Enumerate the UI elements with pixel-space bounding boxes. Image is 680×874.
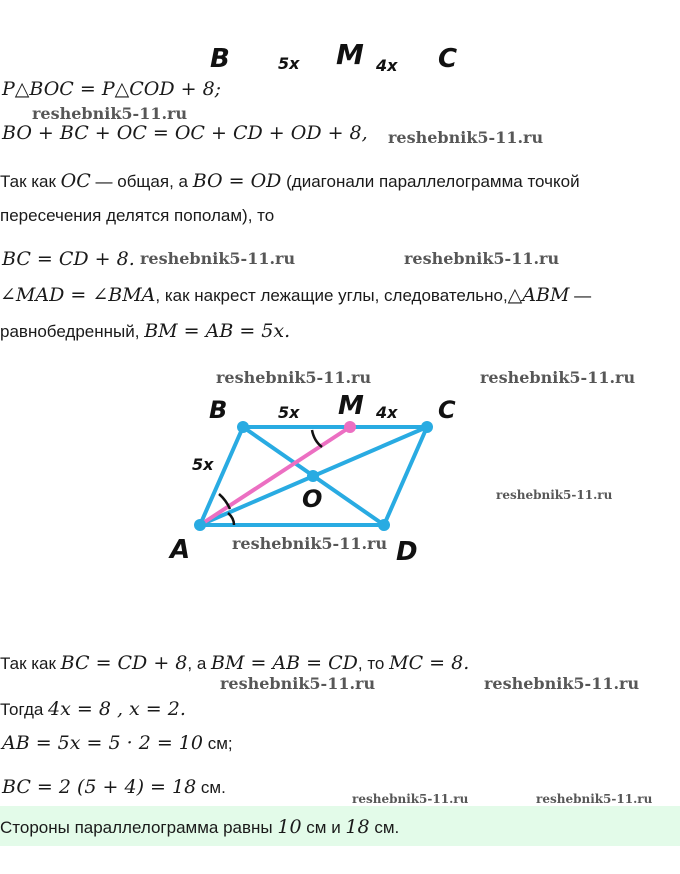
text-line-4: пересечения делятся пополам), то [0,206,275,225]
label-ab-length: 5x [192,455,214,474]
watermark: reshebnik5-11.ru [388,128,544,147]
point-b [237,421,249,433]
watermark: reshebnik5-11.ru [140,249,296,268]
watermark: reshebnik5-11.ru [216,368,372,387]
top-label-b: B [210,44,230,74]
label-mc-length: 4x [376,403,398,422]
angle-arc-bma [312,430,322,447]
text-line-7: равнобедренный, BM = AB = 5x. [0,320,291,342]
watermark: reshebnik5-11.ru [484,674,640,693]
top-label-c: C [438,44,458,74]
point-c [421,421,433,433]
equation-sum: BO + BC + OC = OC + CD + OD + 8, [2,122,368,144]
watermark: reshebnik5-11.ru [352,792,469,806]
label-bm-length: 5x [278,403,300,422]
watermark: reshebnik5-11.ru [480,368,636,387]
label-b: B [209,396,228,424]
watermark: reshebnik5-11.ru [404,249,560,268]
equation-bc: BC = CD + 8. [2,248,135,270]
equation-perimeter: P△BOC = P△COD + 8; [2,78,222,100]
watermark: reshebnik5-11.ru [536,792,653,806]
answer-text: Стороны параллелограмма равны 10 см и 18 см. [0,816,400,838]
label-a: A [170,535,191,565]
label-c: C [438,396,456,424]
watermark: reshebnik5-11.ru [32,104,188,123]
top-label-bm: 5x [278,54,300,73]
top-label-mc: 4x [376,56,398,75]
label-d: D [396,537,418,567]
equation-ab: AB = 5x = 5 · 2 = 10 см; [2,732,233,754]
text-line-3: Так как OC — общая, а BO = OD (диагонали параллелограмма точкой [0,170,580,192]
text-line-8: Так как BC = CD + 8, а BM = AB = CD, то MC = 8. [0,652,470,674]
text-line-6: ∠MAD = ∠BMA, как накрест лежащие углы, следовательно,△ABM — [0,284,592,306]
text-line-9: Тогда 4x = 8 , x = 2. [0,698,186,720]
watermark: reshebnik5-11.ru [496,488,613,502]
label-o: O [302,485,323,513]
equation-bc-value: BC = 2 (5 + 4) = 18 см. [2,776,226,798]
point-m [344,421,356,433]
watermark: reshebnik5-11.ru [232,534,388,553]
point-o [307,470,319,482]
point-a [194,519,206,531]
watermark: reshebnik5-11.ru [220,674,376,693]
label-m: M [338,391,364,421]
top-label-m: M [336,38,364,71]
point-d [378,519,390,531]
